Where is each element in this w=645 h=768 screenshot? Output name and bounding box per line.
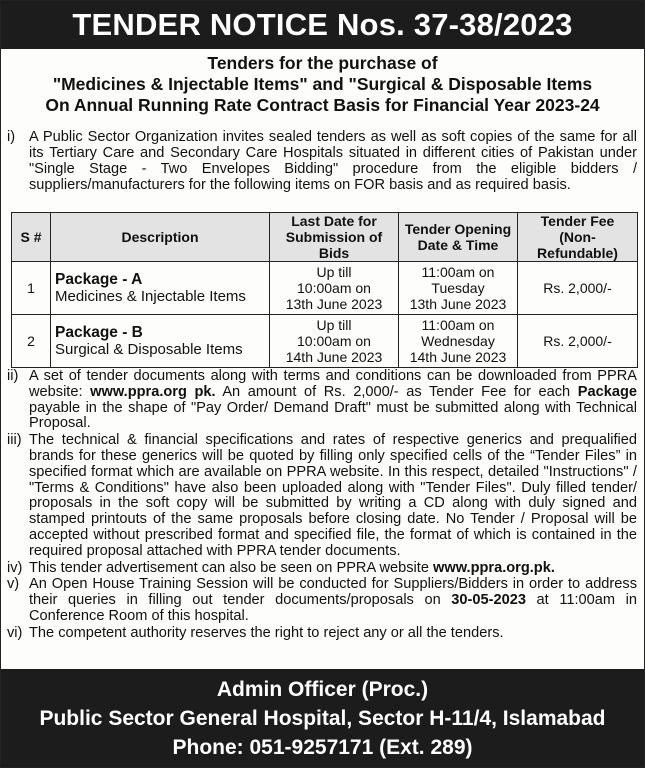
clause-text-part: payable in the shape of "Pay Order/ Demand Draft" must be submitted along with Technical Proposal. bbox=[29, 399, 637, 432]
opening-line-1: 11:00am on bbox=[421, 317, 495, 333]
training-date: 30-05-2023 bbox=[451, 592, 526, 609]
clause-iii bbox=[7, 433, 637, 559]
last-date-line-2: 10:00am on bbox=[297, 280, 371, 296]
clause-text-part: An amount of Rs. 2,000/- as Tender Fee for each bbox=[215, 383, 578, 400]
opening-line-2: Wednesday bbox=[421, 333, 495, 349]
clause-iv bbox=[7, 561, 637, 577]
subheading-line-1: Tenders for the purchase of bbox=[207, 53, 438, 73]
cell-fee: Rs. 2,000/- bbox=[518, 315, 638, 368]
package-items: Surgical & Disposable Items bbox=[55, 341, 243, 358]
col-sno: S # bbox=[12, 213, 51, 262]
clause-number: vi) bbox=[7, 624, 23, 641]
table-header-row bbox=[12, 213, 638, 262]
cell-description bbox=[51, 262, 270, 315]
table-row bbox=[12, 315, 638, 368]
clause-text: The technical & financial specifications and rates of respective generics and prequalified brands for these generics will be quoted by filling only specified cells of the “Tender Files” in specified format which are available on PPRA website. In this respect, detailed "Instructions" / "Terms & Conditions" have also been uploaded along with "Tender Files". Duly filled tender/ proposals in the soft copy will be submitted by writing a CD along with duly signed and stamped printouts of the same proposals before closing date. No Tender / Proposal will be accepted without prescribed format and specified file, the format of which is contained in the required proposal attached with PPRA tender documents. bbox=[29, 432, 637, 559]
cell-last-date bbox=[270, 262, 399, 315]
notice-title: TENDER NOTICE Nos. 37-38/2023 bbox=[72, 7, 573, 42]
last-date-line-1: Up till bbox=[316, 264, 352, 280]
table-row bbox=[12, 262, 638, 315]
col-opening bbox=[399, 213, 518, 262]
clause-text-part: This tender advertisement can also be seen on PPRA website bbox=[29, 559, 433, 576]
clause-text-part: An Open House Training Session will be conducted for Suppliers/Bidders in order to address their queries in filling out tender documents/proposals on bbox=[29, 576, 637, 609]
clause-number: ii) bbox=[7, 368, 19, 384]
last-date-line-1: Up till bbox=[316, 317, 352, 333]
tender-table bbox=[11, 212, 638, 368]
package-name: Package - B bbox=[55, 324, 143, 341]
subheading-line-3: On Annual Running Rate Contract Basis for Financial Year 2023-24 bbox=[45, 95, 600, 115]
clauses bbox=[7, 369, 637, 643]
col-last-date-line-1: Last Date for bbox=[291, 213, 377, 229]
col-fee-line-1: Tender Fee bbox=[540, 213, 615, 229]
opening-line-3: 14th June 2023 bbox=[409, 349, 507, 365]
opening-line-2: Tuesday bbox=[431, 280, 485, 296]
contact-footer bbox=[1, 669, 644, 767]
cell-opening bbox=[399, 315, 518, 368]
package-items: Medicines & Injectable Items bbox=[55, 288, 246, 305]
col-description: Description bbox=[51, 213, 270, 262]
clause-number: i) bbox=[7, 129, 16, 145]
cell-last-date bbox=[270, 315, 399, 368]
col-fee bbox=[518, 213, 638, 262]
clause-number: v) bbox=[7, 576, 20, 593]
clause-text bbox=[29, 561, 637, 577]
col-opening-line-2: Date & Time bbox=[417, 237, 499, 253]
ppra-website-link: www.ppra.org pk. bbox=[90, 383, 216, 400]
clause-text-part: at 11:00am in Conference Room of this hospital. bbox=[29, 592, 637, 624]
last-date-line-3: 13th June 2023 bbox=[285, 296, 383, 312]
col-fee-line-2: (Non-Refundable) bbox=[537, 229, 618, 261]
officer-title: Admin Officer (Proc.) bbox=[216, 678, 429, 701]
clause-v bbox=[7, 577, 637, 624]
cell-fee: Rs. 2,000/- bbox=[518, 262, 638, 315]
opening-line-3: 13th June 2023 bbox=[409, 296, 507, 312]
cell-description bbox=[51, 315, 270, 368]
phone-number: Phone: 051-9257171 (Ext. 289) bbox=[172, 736, 473, 759]
cell-sno: 2 bbox=[12, 315, 51, 368]
subheading-line-2: "Medicines & Injectable Items" and "Surgical & Disposable Items bbox=[52, 74, 593, 94]
clause-text-part: A set of tender documents along with terms and conditions can be downloaded from PPRA website: bbox=[29, 368, 637, 400]
cell-opening bbox=[399, 262, 518, 315]
col-last-date-line-2: Submission of Bids bbox=[285, 229, 383, 261]
clause-text: A Public Sector Organization invites sealed tenders as well as soft copies of the same for all its Tertiary Care and Secondary Care Hospitals situated in different cities of Pakistan under "Single Stage - Two Envelopes Bidding" procedure from the eligible bidders / suppliers/manufacturers for the following items on FOR basis and as required basis. bbox=[29, 129, 637, 193]
last-date-line-3: 14th June 2023 bbox=[285, 349, 383, 365]
last-date-line-2: 10:00am on bbox=[297, 333, 371, 349]
clause-text: The competent authority reserves the right to reject any or all the tenders. bbox=[29, 624, 504, 641]
clause-number: iv) bbox=[7, 559, 23, 576]
package-keyword: Package bbox=[577, 383, 637, 400]
hospital-address: Public Sector General Hospital, Sector H-11/4, Islamabad bbox=[39, 707, 606, 730]
col-opening-line-1: Tender Opening bbox=[404, 221, 512, 237]
clause-text bbox=[29, 369, 637, 432]
clause-ii bbox=[7, 369, 637, 432]
package-name: Package - A bbox=[55, 271, 143, 288]
clause-number: iii) bbox=[7, 432, 22, 449]
subheading bbox=[1, 53, 644, 116]
cell-sno: 1 bbox=[12, 262, 51, 315]
clause-text bbox=[29, 577, 637, 624]
title-banner bbox=[1, 1, 644, 49]
clause-vi bbox=[7, 626, 637, 642]
ppra-website-link: www.ppra.org.pk. bbox=[433, 559, 555, 576]
opening-line-1: 11:00am on bbox=[421, 264, 495, 280]
col-last-date bbox=[270, 213, 399, 262]
clause-i bbox=[7, 129, 637, 193]
